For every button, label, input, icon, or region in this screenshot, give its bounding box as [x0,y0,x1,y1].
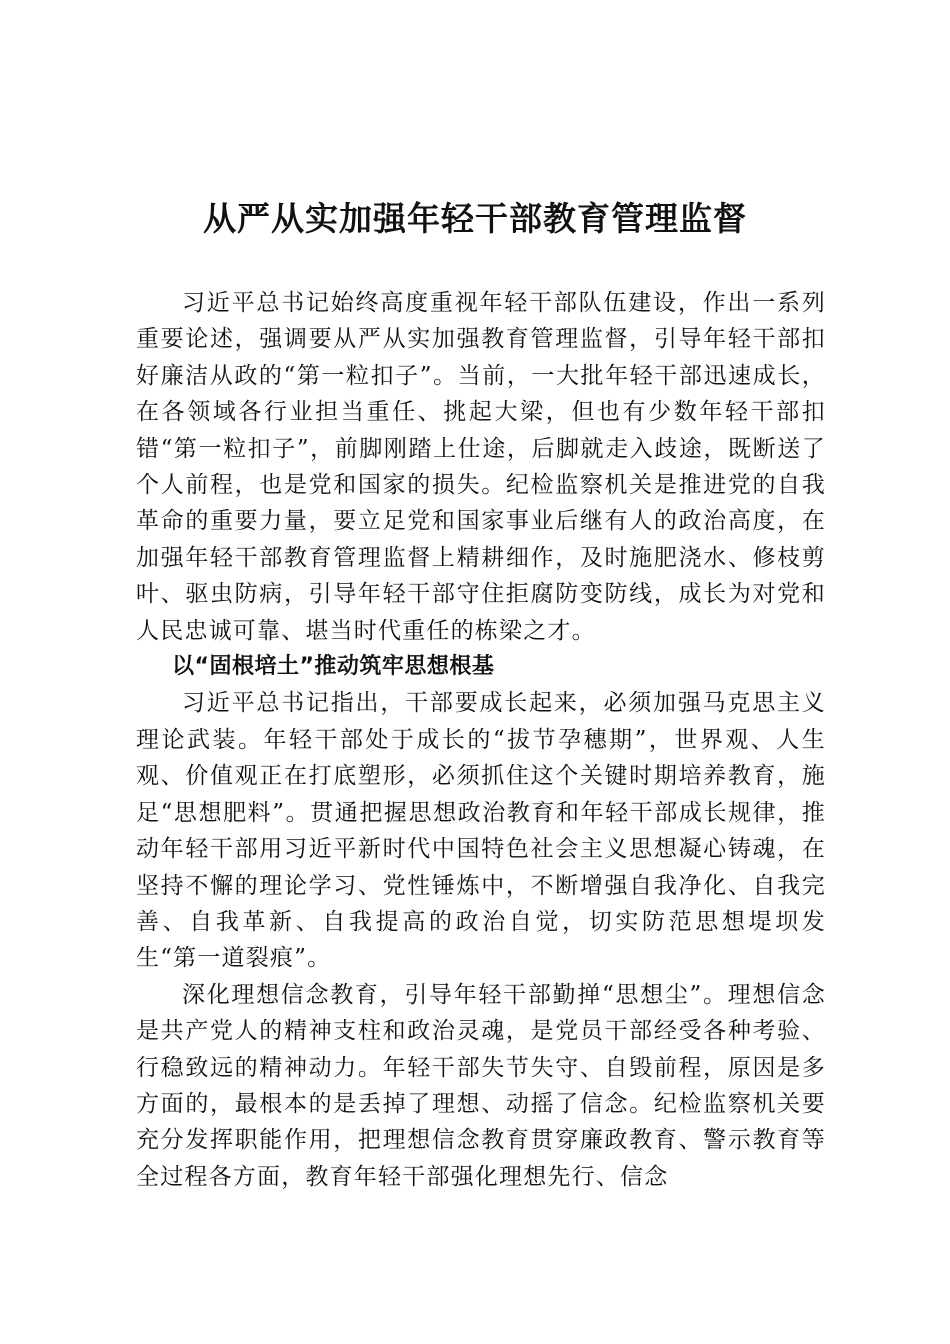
section-heading: 以“固根培土”推动筑牢思想根基 [172,654,495,680]
section-paragraph-1: 习近平总书记指出，干部要成长起来，必须加强马克思主义理论武装。年轻干部处于成长的“拔节孕穗期”，世界观、人生观、价值观正在打底塑形，必须抓住这个关键时期培养教育，施足“思想肥料”。贯通把握思想政治教育和年轻干部成长规律，推动年轻干部用习近平新时代中国特色社会主义思想凝心铸魂，在坚持不懈的理论学习、党性锤炼中，不断增强自我净化、自我完善、自我革新、自我提高的政治自觉，切实防范思想堤坝发生“第一道裂痕”。 [136,690,826,972]
document-body [136,285,826,1195]
section-paragraph-2: 深化理想信念教育，引导年轻干部勤掸“思想尘”。理想信念是共产党人的精神支柱和政治灵魂，是党员干部经受各种考验、行稳致远的精神动力。年轻干部失节失守、自毁前程，原因是多方面的，最根本的是丢掉了理想、动摇了信念。纪检监察机关要充分发挥职能作用，把理想信念教育贯穿廉政教育、警示教育等全过程各方面，教育年轻干部强化理想先行、信念 [136,981,826,1190]
intro-paragraph: 习近平总书记始终高度重视年轻干部队伍建设，作出一系列重要论述，强调要从严从实加强教育管理监督，引导年轻干部扣好廉洁从政的“第一粒扣子”。当前，一大批年轻干部迅速成长，在各领域各行业担当重任、挑起大梁，但也有少数年轻干部扣错“第一粒扣子”，前脚刚踏上仕途，后脚就走入歧途，既断送了个人前程，也是党和国家的损失。纪检监察机关是推进党的自我革命的重要力量，要立足党和国家事业后继有人的政治高度，在加强年轻干部教育管理监督上精耕细作，及时施肥浇水、修枝剪叶、驱虫防病，引导年轻干部守住拒腐防变防线，成长为对党和人民忠诚可靠、堪当时代重任的栋梁之才。 [136,290,826,644]
document-title: 从严从实加强年轻干部教育管理监督 [203,199,747,238]
